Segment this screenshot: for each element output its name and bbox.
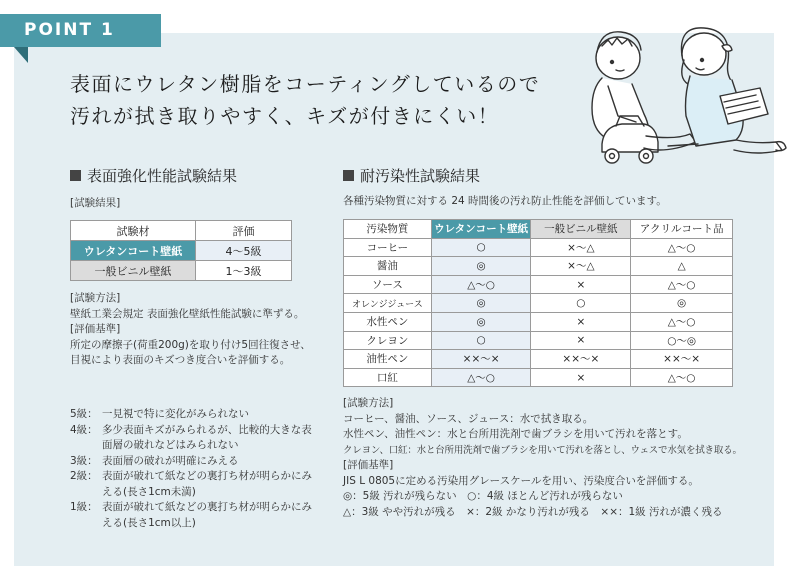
table-row: [344, 275, 733, 294]
section1-title-text: 表面強化性能試験結果: [87, 167, 238, 185]
section2-title-text: 耐汚染性試験結果: [360, 167, 481, 185]
level-desc: 表面層の破れが明確にみえる: [102, 454, 239, 467]
criteria-line: JIS L 0805に定める汚染用グレースケールを用い、汚染度合いを評価する。: [343, 474, 699, 487]
level-key: 5級：: [70, 408, 98, 420]
method-label: [試験方法]: [70, 292, 121, 304]
header-rating: 評価: [196, 221, 292, 241]
method-line: 水性ペン、油性ペン：水と台所用洗剤で歯ブラシを用いて汚れを落とす。: [343, 428, 688, 440]
cell-vinyl: ×: [531, 312, 631, 331]
square-bullet-icon: [70, 170, 81, 181]
level-list: [70, 407, 320, 531]
method-line: クレヨン、口紅：水と台所用洗剤で歯ブラシを用いて汚れを落とし、ウェスで水気を拭き取る。: [343, 444, 742, 456]
list-item: [70, 423, 320, 454]
table-row: [71, 241, 292, 261]
cell-urethane: ○: [431, 238, 531, 257]
list-item: [70, 500, 320, 531]
cell-substance: クレヨン: [344, 331, 432, 350]
cell-urethane: △～○: [431, 368, 531, 387]
table-row: [344, 368, 733, 387]
level-desc: 表面が破れて紙などの裏打ち材が明らかにみえる(長さ1cm未満): [102, 470, 312, 498]
children-illustration: [572, 16, 790, 176]
criteria-line: △：3級 やや汚れが残る ×：2級 かなり汚れが残る ××：1級 汚れが濃く残る: [343, 505, 723, 518]
cell-acrylic: ◎: [631, 294, 733, 313]
list-item: [70, 469, 320, 500]
cell-substance: ソース: [344, 275, 432, 294]
cell-substance: 醤油: [344, 257, 432, 276]
header-vinyl: 一般ビニル壁紙: [531, 220, 631, 239]
cell-material: 一般ビニル壁紙: [71, 261, 196, 281]
cell-substance: 口紅: [344, 368, 432, 387]
cell-substance: オレンジジュース: [344, 294, 432, 313]
level-desc: 表面が破れて紙などの裏打ち材が明らかにみえる(長さ1cm以上): [102, 501, 312, 529]
cell-vinyl: ×: [531, 331, 631, 350]
cell-material: ウレタンコート壁紙: [71, 241, 196, 261]
table-row: [344, 257, 733, 276]
point-tag: POINT 1: [0, 14, 161, 47]
square-bullet-icon: [343, 170, 354, 181]
table-row: [344, 312, 733, 331]
cell-acrylic: ○～◎: [631, 331, 733, 350]
cell-acrylic: △: [631, 257, 733, 276]
method-line: コーヒー、醤油、ソース、ジュース：水で拭き取る。: [343, 412, 594, 425]
table-row: [344, 331, 733, 350]
cell-substance: コーヒー: [344, 238, 432, 257]
cell-vinyl: ×～△: [531, 238, 631, 257]
headline-line-1: 表面にウレタン樹脂をコーティングしているので: [70, 72, 541, 96]
section-title-stain-resistance: [343, 165, 480, 186]
table-row: [344, 238, 733, 257]
cell-urethane: ◎: [431, 257, 531, 276]
cell-rating: 4～5級: [196, 241, 292, 261]
section2-method-block: [343, 396, 743, 520]
cell-acrylic: ××～×: [631, 350, 733, 369]
cell-acrylic: △～○: [631, 312, 733, 331]
header-urethane: ウレタンコート壁紙: [431, 220, 531, 239]
cell-substance: 水性ペン: [344, 312, 432, 331]
table-row: [71, 261, 292, 281]
list-item: [70, 454, 320, 470]
headline: [70, 68, 540, 132]
result-label: [試験結果]: [70, 197, 121, 209]
criteria-label: [評価基準]: [70, 323, 121, 335]
cell-acrylic: △～○: [631, 238, 733, 257]
level-key: 4級：: [70, 423, 98, 436]
section-title-surface-strength: [70, 165, 237, 186]
level-key: 1級：: [70, 501, 98, 513]
criteria-label: [評価基準]: [343, 459, 394, 471]
surface-strength-table: [70, 220, 292, 281]
level-desc: 多少表面キズがみられるが、比較的大きな表面層の破れなどはみられない: [102, 423, 312, 451]
section1-method-block: [70, 291, 315, 369]
level-key: 2級：: [70, 470, 98, 482]
cell-acrylic: △～○: [631, 275, 733, 294]
cell-urethane: ××～×: [431, 350, 531, 369]
cell-urethane: ◎: [431, 294, 531, 313]
method-text: 壁紙工業会規定 表面強化壁紙性能試験に準ずる。: [70, 307, 305, 320]
cell-urethane: ◎: [431, 312, 531, 331]
cell-vinyl: ○: [531, 294, 631, 313]
cell-vinyl: ×: [531, 275, 631, 294]
criteria-text: 所定の摩擦子(荷重200g)を取り付け5回往復させ、目視により表面のキズつき度合いを評価する。: [70, 338, 311, 366]
method-label: [試験方法]: [343, 397, 394, 409]
cell-vinyl: ×: [531, 368, 631, 387]
table-row: [344, 350, 733, 369]
header-material: 試験材: [71, 221, 196, 241]
criteria-line: ◎：5級 汚れが残らない ○：4級 ほとんど汚れが残らない: [343, 490, 623, 502]
cell-substance: 油性ペン: [344, 350, 432, 369]
cell-urethane: △～○: [431, 275, 531, 294]
headline-line-2: 汚れが拭き取りやすく、キズが付きにくい！: [70, 104, 500, 128]
point-tag-fold: [14, 47, 28, 63]
cell-vinyl: ×～△: [531, 257, 631, 276]
stain-resistance-table: [343, 219, 733, 387]
level-key: 3級：: [70, 454, 98, 467]
stain-subtitle: 各種汚染物質に対する 24 時間後の汚れ防止性能を評価しています。: [343, 195, 667, 207]
table-row: [344, 294, 733, 313]
cell-urethane: ○: [431, 331, 531, 350]
header-acrylic: アクリルコート品: [631, 220, 733, 239]
cell-rating: 1～3級: [196, 261, 292, 281]
level-desc: 一見視で特に変化がみられない: [102, 408, 249, 420]
header-substance: 汚染物質: [344, 220, 432, 239]
cell-acrylic: △～○: [631, 368, 733, 387]
list-item: [70, 407, 320, 423]
cell-vinyl: ××～×: [531, 350, 631, 369]
